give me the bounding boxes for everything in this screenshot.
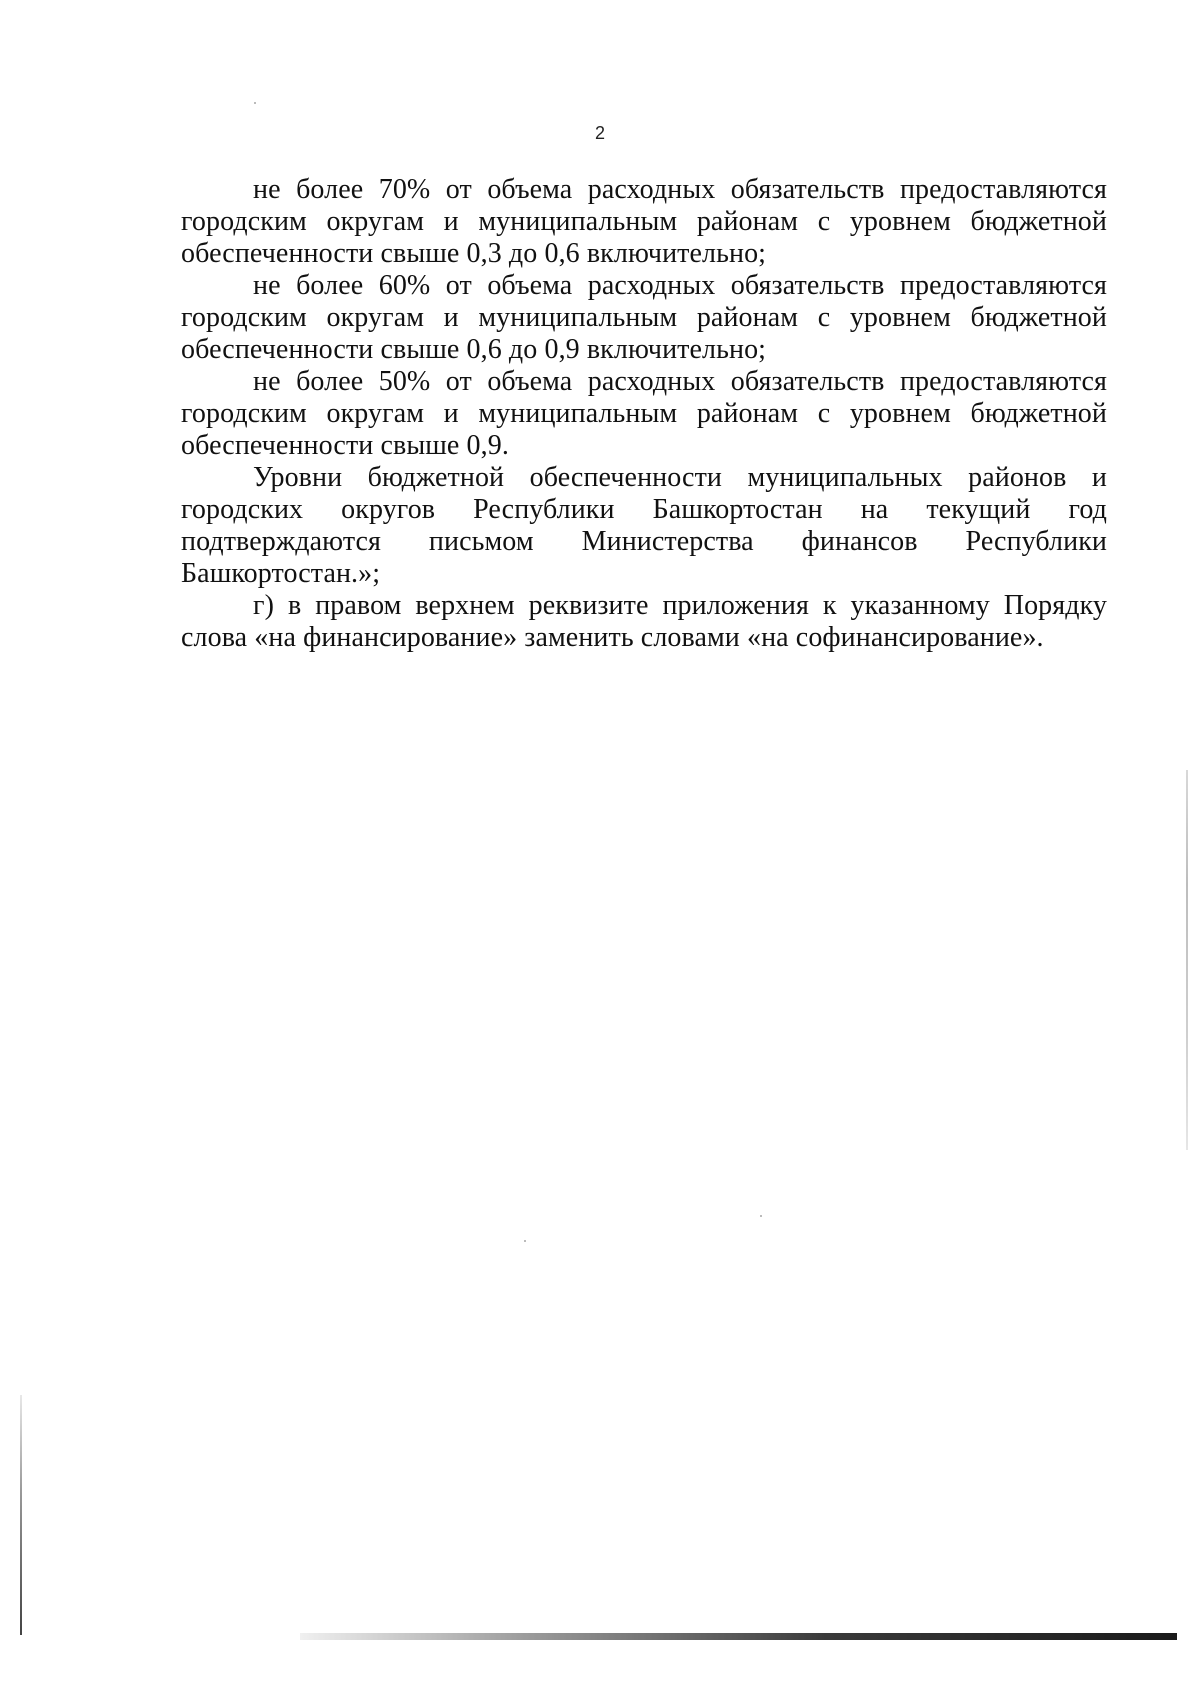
paragraph-item-g: г) в правом верхнем реквизите приложения к указанному Порядку слова «на финансирование» заменить словами «на софинансирование». (181, 590, 1107, 653)
scan-speck (524, 1240, 526, 1242)
document-body (181, 174, 1107, 654)
scan-speck (760, 1215, 762, 1217)
page-number: 2 (594, 123, 605, 143)
paragraph-60-percent: не более 60% от объема расходных обязательств предоставляются городским округам и муниципальным районам с уровнем бюджетной обеспеченности свыше 0,6 до 0,9 включительно; (181, 270, 1107, 365)
scan-artifact-left-edge (20, 1395, 22, 1635)
paragraph-budget-levels: Уровни бюджетной обеспеченности муниципальных районов и городских округов Республики Башкортостан на текущий год подтверждаются письмом Министерства финансов Республики Башкортостан.»; (181, 462, 1107, 589)
scan-speck (254, 102, 256, 104)
paragraph-50-percent: не более 50% от объема расходных обязательств предоставляются городским округам и муниципальным районам с уровнем бюджетной обеспеченности свыше 0,9. (181, 366, 1107, 461)
scan-artifact-bottom-bar (300, 1633, 1177, 1640)
paragraph-70-percent: не более 70% от объема расходных обязательств предоставляются городским округам и муниципальным районам с уровнем бюджетной обеспеченности свыше 0,3 до 0,6 включительно; (181, 174, 1107, 269)
scan-artifact-right-edge (1186, 770, 1188, 1150)
